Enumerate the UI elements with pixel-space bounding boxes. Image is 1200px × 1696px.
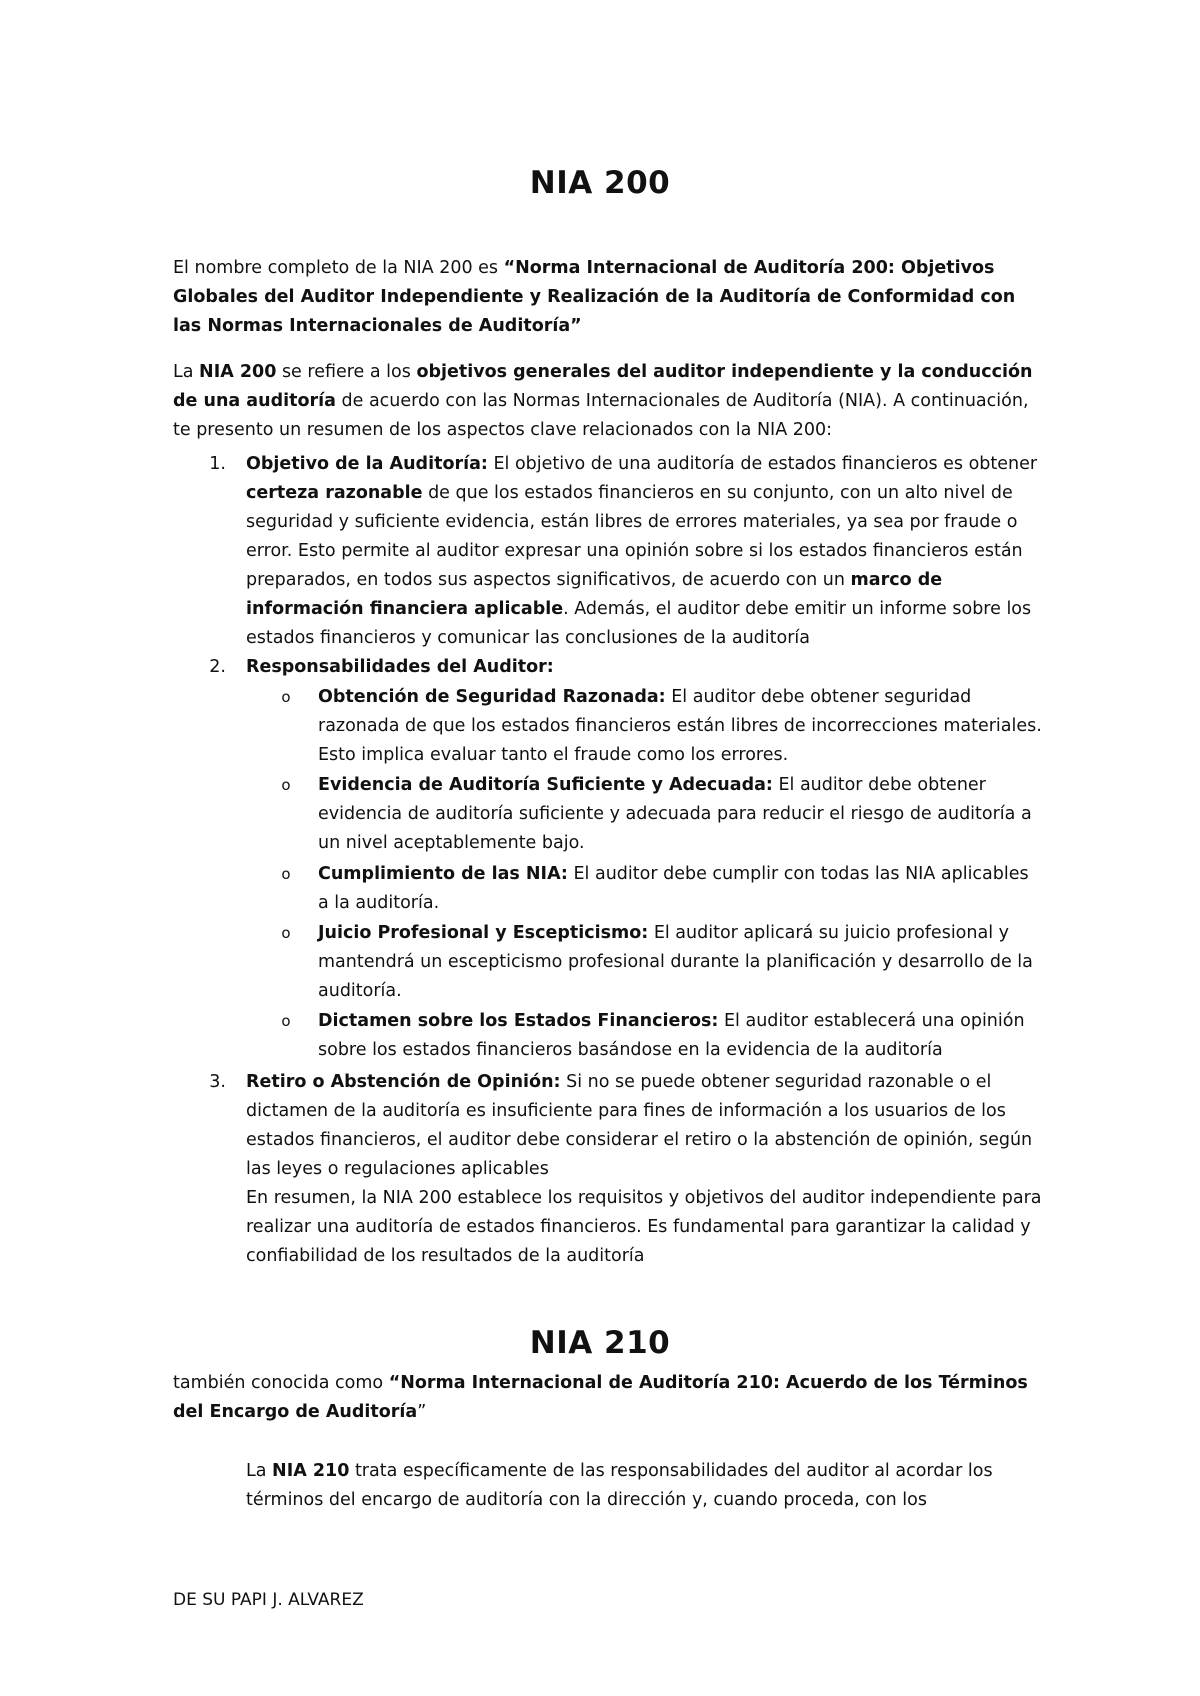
sub-item-3-text: El auditor debe cumplir con todas las NIA aplicables a la auditoría. bbox=[318, 864, 1029, 913]
section-2-description bbox=[246, 1457, 1046, 1515]
s2-intro-text: también conocida como bbox=[173, 1373, 389, 1393]
sub-item-2-text: El auditor debe obtener evidencia de auditoría suficiente y adecuada para reducir el riesgo de auditoría a un nivel aceptablemente bajo. bbox=[318, 775, 1032, 853]
item-2-title: Responsabilidades del Auditor: bbox=[246, 657, 554, 677]
list-item-objetivo bbox=[246, 450, 1046, 653]
sub-item-4-text: El auditor aplicará su juicio profesional y mantendrá un escepticismo profesional durante la planificación y desarrollo de la auditoría. bbox=[318, 923, 1033, 1001]
sub-bullet-1: o bbox=[281, 688, 291, 706]
sub-bullet-2: o bbox=[281, 776, 291, 794]
item-1-title: Objetivo de la Auditoría: bbox=[246, 454, 488, 474]
sub-item-1-title: Obtención de Seguridad Razonada: bbox=[318, 687, 666, 707]
section-1-description bbox=[173, 358, 1033, 445]
item-1-text-2: de que los estados financieros en su conjunto, con un alto nivel de seguridad y suficiente evidencia, están libres de errores materiales, ya sea por fraude o error. Esto permite al auditor expresar una opinión sobre si los estados financieros están preparados, en todos sus aspectos significativos, de acuerdo con un bbox=[246, 483, 1023, 590]
sub-item-1-text: El auditor debe obtener seguridad razonada de que los estados financieros están libres de incorrecciones materiales. Esto implica evaluar tanto el fraude como los errores. bbox=[318, 687, 1042, 765]
p2-text-1: La bbox=[173, 362, 200, 382]
intro-text: El nombre completo de la NIA 200 es bbox=[173, 258, 504, 278]
sub-item-3-title: Cumplimiento de las NIA: bbox=[318, 864, 568, 884]
sub-item-4-title: Juicio Profesional y Escepticismo: bbox=[318, 923, 649, 943]
item-1-text-3: . Además, el auditor debe emitir un informe sobre los estados financieros y comunicar las conclusiones de la auditoría bbox=[246, 599, 1032, 648]
sub-item-5-title: Dictamen sobre los Estados Financieros: bbox=[318, 1011, 719, 1031]
sub-item-evidencia bbox=[318, 771, 1043, 858]
item-3-title: Retiro o Abstención de Opinión: bbox=[246, 1072, 561, 1092]
item-1-bold-2: certeza razonable bbox=[246, 483, 423, 503]
list-number-1: 1. bbox=[209, 454, 226, 474]
s2-intro-norm-title: “Norma Internacional de Auditoría 210: Acuerdo de los Términos del Encargo de Auditoría bbox=[173, 1373, 1028, 1422]
sub-bullet-5: o bbox=[281, 1012, 291, 1030]
item-3-text: Si no se puede obtener seguridad razonable o el dictamen de la auditoría es insuficiente para fines de información a los usuarios de los estados financieros, el auditor debe considerar el retiro o la abstención de opinión, según las leyes o regulaciones aplicables bbox=[246, 1072, 1033, 1179]
item-1-text-1: El objetivo de una auditoría de estados financieros es obtener bbox=[487, 454, 1038, 474]
s2-p2-text-2: trata específicamente de las responsabilidades del auditor al acordar los términos del encargo de auditoría con la dirección y, cuando proceda, con los bbox=[246, 1461, 993, 1510]
sub-bullet-3: o bbox=[281, 865, 291, 883]
page-footer: DE SU PAPI J. ALVAREZ bbox=[173, 1590, 364, 1610]
s2-p2-text-1: La bbox=[246, 1461, 273, 1481]
sub-item-seguridad bbox=[318, 683, 1043, 770]
sub-bullet-4: o bbox=[281, 924, 291, 942]
sub-item-juicio bbox=[318, 919, 1043, 1006]
section-1-heading: NIA 200 bbox=[529, 165, 671, 201]
section-2-heading: NIA 210 bbox=[529, 1325, 671, 1361]
p2-text-3: de acuerdo con las Normas Internacionales de Auditoría (NIA). A continuación, te presento un resumen de los aspectos clave relacionados con la NIA 200: bbox=[173, 391, 1029, 440]
intro-norm-title: “Norma Internacional de Auditoría 200: Objetivos Globales del Auditor Independiente y Realización de la Auditoría de Conformidad con las Normas Internacionales de Auditoría” bbox=[173, 258, 1016, 336]
sub-item-dictamen bbox=[318, 1007, 1043, 1065]
p2-bold-1: NIA 200 bbox=[199, 362, 277, 382]
sub-item-2-title: Evidencia de Auditoría Suficiente y Adecuada: bbox=[318, 775, 773, 795]
p2-bold-2: objetivos generales del auditor independiente y la conducción de una auditoría bbox=[173, 362, 1033, 411]
list-item-responsabilidades bbox=[246, 653, 1046, 682]
list-item-retiro bbox=[246, 1068, 1046, 1184]
section-1-summary: En resumen, la NIA 200 establece los requisitos y objetivos del auditor independiente para realizar una auditoría de estados financieros. Es fundamental para garantizar la calidad y confiabilidad de los resultados de la auditoría bbox=[246, 1188, 1042, 1266]
item-1-bold-3: marco de información financiera aplicable bbox=[246, 570, 943, 619]
sub-item-cumplimiento bbox=[318, 860, 1043, 918]
s2-intro-close-quote: ” bbox=[417, 1402, 427, 1422]
list-number-2: 2. bbox=[209, 657, 226, 677]
p2-text-2: se refiere a los bbox=[276, 362, 417, 382]
s2-p2-bold: NIA 210 bbox=[272, 1461, 350, 1481]
section-2-intro bbox=[173, 1369, 1033, 1427]
list-number-3: 3. bbox=[209, 1072, 226, 1092]
section-1-intro bbox=[173, 254, 1033, 341]
sub-item-5-text: El auditor establecerá una opinión sobre los estados financieros basándose en la evidencia de la auditoría bbox=[318, 1011, 1025, 1060]
